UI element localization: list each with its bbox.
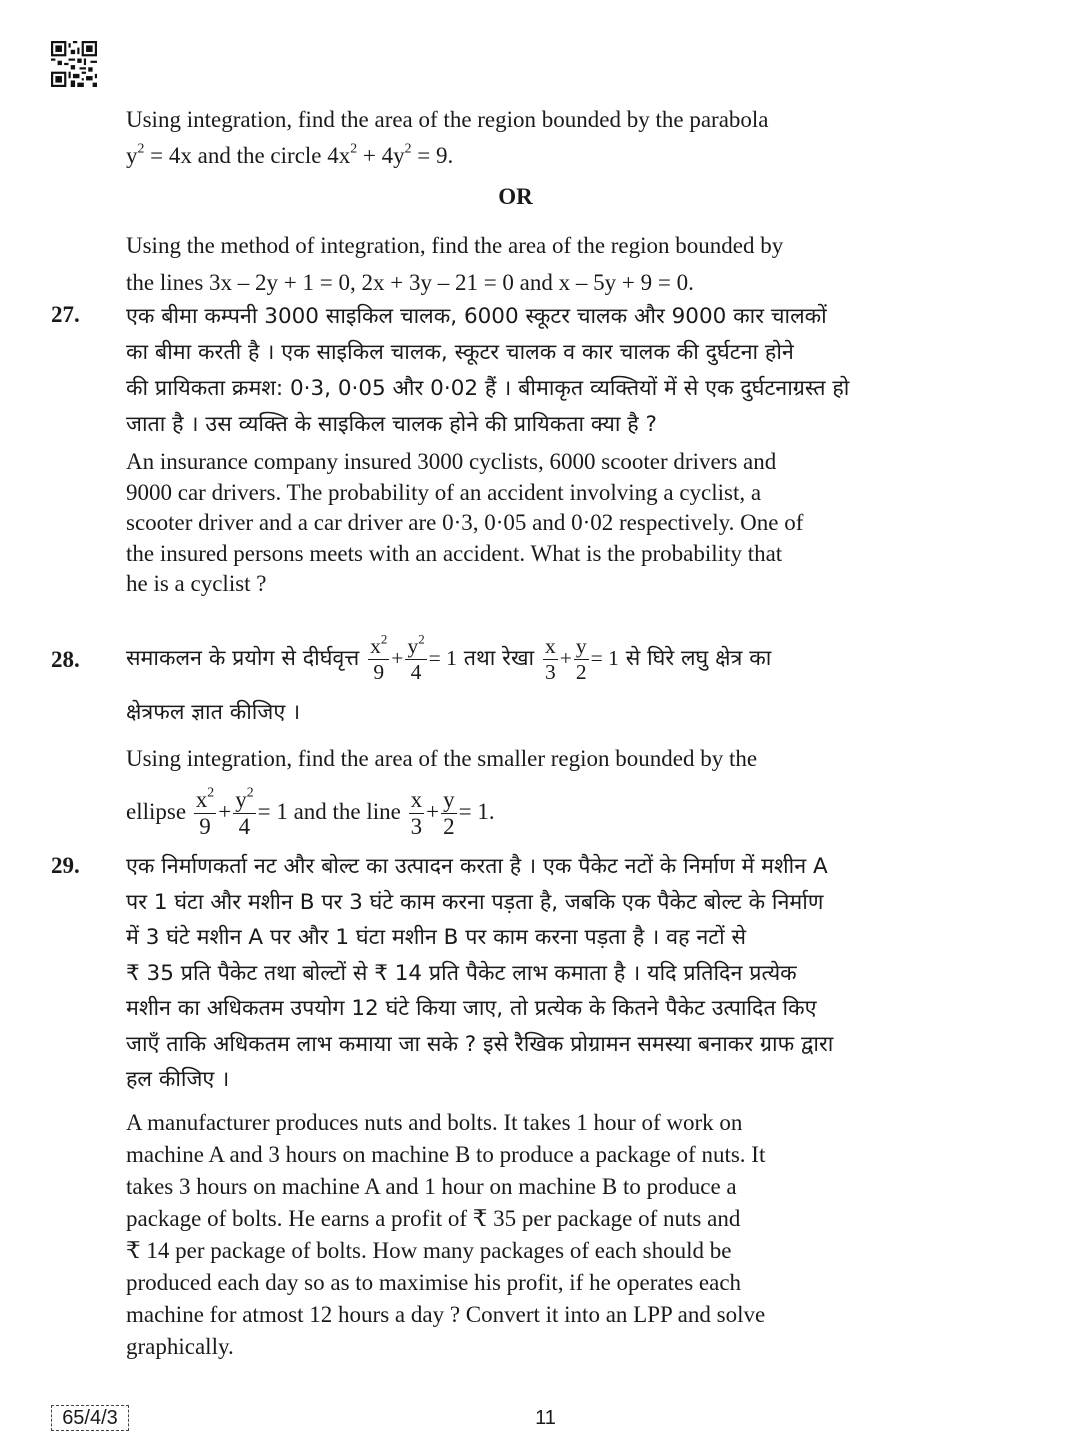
qr-code-icon bbox=[51, 41, 97, 87]
q29-english-line: graphically. bbox=[126, 1334, 234, 1359]
q28-english-line: ellipse $\frac{x^2}{9}$ + $\frac{y^2}{4}$ = 1 and the line $\frac{x}{3}$ + $\frac{y}{2}$ = 1. bbox=[126, 784, 495, 840]
q26-text-line: Using integration, find the area of the region bounded by the parabola bbox=[126, 107, 769, 132]
q27-english-line: the insured persons meets with an accident. What is the probability that bbox=[126, 540, 783, 566]
question-29-hindi bbox=[126, 849, 979, 1098]
q26-alt-line: the lines 3x – 2y + 1 = 0, 2x + 3y – 21 = 0 and x – 5y + 9 = 0. bbox=[126, 270, 694, 295]
q26-alt-line: Using the method of integration, find the area of the region bounded by bbox=[126, 233, 784, 258]
q27-hindi-line: एक बीमा कम्पनी 3000 साइकिल चालक, 6000 स्कूटर चालक और 9000 कार चालकों bbox=[126, 304, 827, 329]
q29-hindi-line: हल कीजिए । bbox=[126, 1067, 230, 1092]
q29-english-line: package of bolts. He earns a profit of ₹ 35 per package of nuts and bbox=[126, 1206, 741, 1231]
q29-english-line: machine A and 3 hours on machine B to produce a package of nuts. It bbox=[126, 1142, 766, 1167]
fraction: $\frac{y}{2}$ bbox=[443, 786, 455, 840]
q27-hindi-line: का बीमा करती है । एक साइकिल चालक, स्कूटर चालक व कार चालक की दुर्घटना होने bbox=[126, 340, 794, 365]
q29-english-line: A manufacturer produces nuts and bolts. It takes 1 hour of work on bbox=[126, 1110, 743, 1135]
q29-hindi-line: जाएँ ताकि अधिकतम लाभ कमाया जा सके ? इसे रैखिक प्रोग्रामन समस्या बनाकर ग्राफ द्वारा bbox=[126, 1031, 834, 1057]
q29-hindi-line: ₹ 35 प्रति पैकेट तथा बोल्टों से ₹ 14 प्रति पैकेट लाभ कमाता है । यदि प्रतिदिन प्रत्येक bbox=[126, 960, 797, 986]
question-26-part-a bbox=[126, 102, 979, 174]
question-27-hindi bbox=[126, 299, 979, 443]
q29-hindi-line: मशीन का अधिकतम उपयोग 12 घंटे किया जाए, तो प्रत्येक के कितने पैकेट उत्पादित किए bbox=[126, 996, 817, 1021]
q29-hindi-line: पर 1 घंटा और मशीन B पर 3 घंटे काम करना पड़ता है, जबकि एक पैकेट बोल्ट के निर्माण bbox=[126, 889, 824, 915]
paper-code: 65/4/3 bbox=[51, 1405, 129, 1431]
fraction: $\frac{y^2}{4}$ bbox=[235, 784, 254, 840]
question-29-english bbox=[126, 1107, 979, 1363]
question-27-english bbox=[126, 447, 979, 600]
q27-hindi-line: की प्रायिकता क्रमश: 0·3, 0·05 और 0·02 हैं । बीमाकृत व्यक्तियों में से एक दुर्घटनाग्रस्त हो bbox=[126, 376, 850, 401]
q29-hindi-line: एक निर्माणकर्ता नट और बोल्ट का उत्पादन करता है । एक पैकेट नटों के निर्माण में मशीन A bbox=[126, 854, 828, 879]
question-28-hindi-cont bbox=[126, 695, 979, 731]
q27-english-line: scooter driver and a car driver are 0·3, 0·05 and 0·02 respectively. One of bbox=[126, 510, 804, 535]
fraction: $\frac{y^2}{4}$ bbox=[407, 632, 425, 684]
q28-english-line: Using integration, find the area of the smaller region bounded by the bbox=[126, 746, 758, 771]
q27-english-line: he is a cyclist ? bbox=[126, 571, 267, 596]
fraction: $\frac{y}{2}$ bbox=[575, 633, 587, 684]
q29-english-line: produced each day so as to maximise his profit, if he operates each bbox=[126, 1270, 742, 1295]
page-number: 11 bbox=[535, 1407, 556, 1429]
q29-english-line: takes 3 hours on machine A and 1 hour on machine B to produce a bbox=[126, 1174, 737, 1199]
fraction: $\frac{x}{3}$ bbox=[410, 786, 423, 840]
fraction: $\frac{x^2}{9}$ bbox=[370, 632, 388, 684]
or-separator: OR bbox=[498, 184, 533, 209]
question-number: 27. bbox=[51, 302, 80, 327]
q29-hindi-line: में 3 घंटे मशीन A पर और 1 घंटा मशीन B पर काम करना पड़ता है । वह नटों से bbox=[126, 925, 747, 950]
question-26-part-b bbox=[126, 227, 979, 301]
q29-english-line: ₹ 14 per package of bolts. How many packages of each should be bbox=[126, 1238, 732, 1263]
q29-english-line: machine for atmost 12 hours a day ? Convert it into an LPP and solve bbox=[126, 1302, 766, 1327]
question-28-english-eq bbox=[126, 771, 979, 853]
q28-hindi-line: समाकलन के प्रयोग से दीर्घवृत्त $\frac{x^2}{9}$ + $\frac{y^2}{4}$ = 1 तथा रेखा $\frac{x}{3}$ + $\frac{y}{2}$ = 1 से घिरे लघु क्षेत्र का bbox=[126, 632, 772, 684]
question-number: 28. bbox=[51, 647, 80, 672]
q28-hindi-line: क्षेत्रफल ज्ञात कीजिए । bbox=[126, 700, 301, 725]
q27-english-line: An insurance company insured 3000 cyclists, 6000 scooter drivers and bbox=[126, 449, 777, 474]
question-number: 29. bbox=[51, 853, 80, 878]
q26-equation-line: $y^2 = 4x$ and the circle $4x^2 + 4y^2 = 9$. bbox=[126, 140, 454, 168]
question-28-hindi bbox=[126, 622, 979, 695]
fraction: $\frac{x}{3}$ bbox=[544, 633, 556, 684]
q27-hindi-line: जाता है । उस व्यक्ति के साइकिल चालक होने की प्रायिकता क्या है ? bbox=[126, 412, 657, 437]
fraction: $\frac{x^2}{9}$ bbox=[195, 784, 215, 840]
q27-english-line: 9000 car drivers. The probability of an accident involving a cyclist, a bbox=[126, 479, 762, 505]
